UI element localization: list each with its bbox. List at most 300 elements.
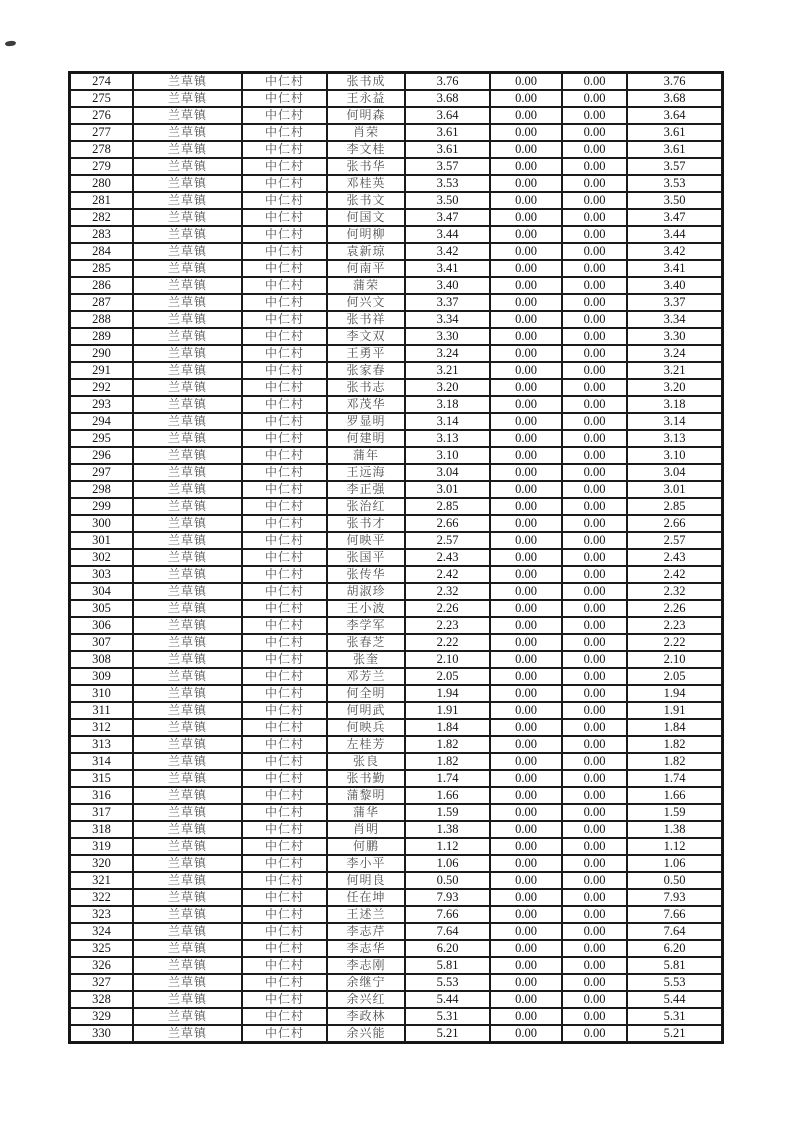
cell-amount-1: 3.21 bbox=[405, 362, 490, 379]
cell-amount-2: 0.00 bbox=[490, 889, 562, 906]
cell-person-name: 肖明 bbox=[327, 821, 405, 838]
cell-amount-3: 0.00 bbox=[562, 481, 627, 498]
table-row bbox=[70, 311, 722, 328]
cell-amount-1: 3.41 bbox=[405, 260, 490, 277]
cell-amount-2: 0.00 bbox=[490, 124, 562, 141]
cell-amount-3: 0.00 bbox=[562, 260, 627, 277]
cell-amount-2: 0.00 bbox=[490, 515, 562, 532]
cell-amount-3: 0.00 bbox=[562, 821, 627, 838]
cell-serial-no: 286 bbox=[70, 277, 133, 294]
cell-amount-total: 3.24 bbox=[627, 345, 722, 362]
cell-amount-3: 0.00 bbox=[562, 974, 627, 991]
cell-village: 中仁村 bbox=[242, 804, 327, 821]
cell-person-name: 李学军 bbox=[327, 617, 405, 634]
cell-serial-no: 276 bbox=[70, 107, 133, 124]
cell-serial-no: 301 bbox=[70, 532, 133, 549]
cell-village: 中仁村 bbox=[242, 872, 327, 889]
cell-amount-3: 0.00 bbox=[562, 872, 627, 889]
cell-amount-3: 0.00 bbox=[562, 685, 627, 702]
cell-amount-3: 0.00 bbox=[562, 634, 627, 651]
cell-village: 中仁村 bbox=[242, 753, 327, 770]
cell-amount-total: 0.50 bbox=[627, 872, 722, 889]
cell-amount-1: 2.66 bbox=[405, 515, 490, 532]
cell-person-name: 张书祥 bbox=[327, 311, 405, 328]
table-row bbox=[70, 379, 722, 396]
table-row bbox=[70, 226, 722, 243]
cell-serial-no: 303 bbox=[70, 566, 133, 583]
cell-amount-total: 3.18 bbox=[627, 396, 722, 413]
cell-person-name: 王勇平 bbox=[327, 345, 405, 362]
table-row bbox=[70, 583, 722, 600]
cell-amount-total: 2.43 bbox=[627, 549, 722, 566]
table-row bbox=[70, 294, 722, 311]
cell-amount-3: 0.00 bbox=[562, 770, 627, 787]
cell-amount-1: 1.38 bbox=[405, 821, 490, 838]
cell-village: 中仁村 bbox=[242, 328, 327, 345]
cell-village: 中仁村 bbox=[242, 1025, 327, 1042]
cell-amount-3: 0.00 bbox=[562, 1008, 627, 1025]
cell-serial-no: 329 bbox=[70, 1008, 133, 1025]
cell-amount-1: 1.74 bbox=[405, 770, 490, 787]
table-row bbox=[70, 685, 722, 702]
cell-person-name: 李政林 bbox=[327, 1008, 405, 1025]
cell-amount-total: 3.47 bbox=[627, 209, 722, 226]
cell-amount-1: 2.32 bbox=[405, 583, 490, 600]
cell-town: 兰草镇 bbox=[133, 277, 242, 294]
cell-village: 中仁村 bbox=[242, 73, 327, 90]
cell-amount-2: 0.00 bbox=[490, 1008, 562, 1025]
cell-amount-total: 2.32 bbox=[627, 583, 722, 600]
cell-person-name: 张春芝 bbox=[327, 634, 405, 651]
cell-amount-total: 3.10 bbox=[627, 447, 722, 464]
cell-amount-2: 0.00 bbox=[490, 481, 562, 498]
cell-village: 中仁村 bbox=[242, 141, 327, 158]
cell-person-name: 蒲年 bbox=[327, 447, 405, 464]
cell-village: 中仁村 bbox=[242, 379, 327, 396]
cell-amount-total: 3.61 bbox=[627, 124, 722, 141]
cell-town: 兰草镇 bbox=[133, 685, 242, 702]
cell-amount-2: 0.00 bbox=[490, 957, 562, 974]
cell-amount-2: 0.00 bbox=[490, 430, 562, 447]
cell-person-name: 袁新琼 bbox=[327, 243, 405, 260]
cell-village: 中仁村 bbox=[242, 175, 327, 192]
cell-amount-3: 0.00 bbox=[562, 158, 627, 175]
cell-amount-1: 3.10 bbox=[405, 447, 490, 464]
cell-village: 中仁村 bbox=[242, 923, 327, 940]
cell-amount-1: 2.26 bbox=[405, 600, 490, 617]
cell-person-name: 胡淑珍 bbox=[327, 583, 405, 600]
cell-town: 兰草镇 bbox=[133, 209, 242, 226]
cell-town: 兰草镇 bbox=[133, 328, 242, 345]
cell-person-name: 张书华 bbox=[327, 158, 405, 175]
table-row bbox=[70, 447, 722, 464]
cell-amount-1: 0.50 bbox=[405, 872, 490, 889]
cell-amount-1: 2.85 bbox=[405, 498, 490, 515]
cell-amount-2: 0.00 bbox=[490, 753, 562, 770]
cell-amount-1: 2.10 bbox=[405, 651, 490, 668]
cell-serial-no: 280 bbox=[70, 175, 133, 192]
cell-amount-3: 0.00 bbox=[562, 719, 627, 736]
cell-amount-3: 0.00 bbox=[562, 209, 627, 226]
cell-person-name: 张家春 bbox=[327, 362, 405, 379]
cell-amount-3: 0.00 bbox=[562, 464, 627, 481]
cell-amount-3: 0.00 bbox=[562, 124, 627, 141]
cell-town: 兰草镇 bbox=[133, 192, 242, 209]
table-row bbox=[70, 396, 722, 413]
cell-village: 中仁村 bbox=[242, 651, 327, 668]
cell-town: 兰草镇 bbox=[133, 243, 242, 260]
cell-amount-1: 2.42 bbox=[405, 566, 490, 583]
cell-town: 兰草镇 bbox=[133, 549, 242, 566]
cell-amount-1: 2.43 bbox=[405, 549, 490, 566]
cell-person-name: 左桂芳 bbox=[327, 736, 405, 753]
table-row bbox=[70, 787, 722, 804]
cell-amount-total: 2.10 bbox=[627, 651, 722, 668]
cell-village: 中仁村 bbox=[242, 821, 327, 838]
cell-amount-2: 0.00 bbox=[490, 787, 562, 804]
table-row bbox=[70, 770, 722, 787]
table-row bbox=[70, 362, 722, 379]
cell-town: 兰草镇 bbox=[133, 634, 242, 651]
cell-person-name: 李小平 bbox=[327, 855, 405, 872]
cell-serial-no: 278 bbox=[70, 141, 133, 158]
cell-serial-no: 302 bbox=[70, 549, 133, 566]
cell-person-name: 何明柳 bbox=[327, 226, 405, 243]
cell-amount-2: 0.00 bbox=[490, 923, 562, 940]
cell-amount-3: 0.00 bbox=[562, 940, 627, 957]
cell-amount-1: 3.14 bbox=[405, 413, 490, 430]
cell-amount-2: 0.00 bbox=[490, 158, 562, 175]
cell-amount-total: 1.59 bbox=[627, 804, 722, 821]
cell-amount-2: 0.00 bbox=[490, 583, 562, 600]
cell-serial-no: 316 bbox=[70, 787, 133, 804]
cell-amount-1: 3.64 bbox=[405, 107, 490, 124]
cell-town: 兰草镇 bbox=[133, 73, 242, 90]
cell-amount-2: 0.00 bbox=[490, 838, 562, 855]
cell-amount-3: 0.00 bbox=[562, 736, 627, 753]
cell-amount-1: 3.13 bbox=[405, 430, 490, 447]
cell-village: 中仁村 bbox=[242, 889, 327, 906]
cell-serial-no: 325 bbox=[70, 940, 133, 957]
cell-town: 兰草镇 bbox=[133, 974, 242, 991]
cell-amount-3: 0.00 bbox=[562, 328, 627, 345]
cell-amount-total: 3.41 bbox=[627, 260, 722, 277]
cell-amount-total: 1.12 bbox=[627, 838, 722, 855]
cell-amount-2: 0.00 bbox=[490, 566, 562, 583]
cell-person-name: 李志华 bbox=[327, 940, 405, 957]
cell-person-name: 王永益 bbox=[327, 90, 405, 107]
table-row bbox=[70, 974, 722, 991]
cell-amount-2: 0.00 bbox=[490, 719, 562, 736]
cell-person-name: 何南平 bbox=[327, 260, 405, 277]
cell-serial-no: 284 bbox=[70, 243, 133, 260]
cell-town: 兰草镇 bbox=[133, 379, 242, 396]
cell-amount-1: 3.30 bbox=[405, 328, 490, 345]
table-row bbox=[70, 855, 722, 872]
cell-serial-no: 279 bbox=[70, 158, 133, 175]
cell-person-name: 何映平 bbox=[327, 532, 405, 549]
cell-person-name: 王述兰 bbox=[327, 906, 405, 923]
cell-amount-2: 0.00 bbox=[490, 872, 562, 889]
cell-amount-1: 5.44 bbox=[405, 991, 490, 1008]
cell-serial-no: 281 bbox=[70, 192, 133, 209]
table-row bbox=[70, 481, 722, 498]
cell-amount-1: 1.84 bbox=[405, 719, 490, 736]
cell-amount-3: 0.00 bbox=[562, 175, 627, 192]
table-row bbox=[70, 498, 722, 515]
cell-town: 兰草镇 bbox=[133, 1008, 242, 1025]
cell-serial-no: 285 bbox=[70, 260, 133, 277]
cell-serial-no: 311 bbox=[70, 702, 133, 719]
table-row bbox=[70, 753, 722, 770]
cell-town: 兰草镇 bbox=[133, 787, 242, 804]
cell-person-name: 张奎 bbox=[327, 651, 405, 668]
cell-town: 兰草镇 bbox=[133, 430, 242, 447]
cell-village: 中仁村 bbox=[242, 498, 327, 515]
cell-person-name: 李志刚 bbox=[327, 957, 405, 974]
cell-village: 中仁村 bbox=[242, 532, 327, 549]
table-row bbox=[70, 872, 722, 889]
cell-amount-total: 6.20 bbox=[627, 940, 722, 957]
cell-amount-2: 0.00 bbox=[490, 328, 562, 345]
cell-town: 兰草镇 bbox=[133, 226, 242, 243]
cell-serial-no: 312 bbox=[70, 719, 133, 736]
cell-village: 中仁村 bbox=[242, 583, 327, 600]
cell-town: 兰草镇 bbox=[133, 736, 242, 753]
cell-serial-no: 299 bbox=[70, 498, 133, 515]
cell-serial-no: 291 bbox=[70, 362, 133, 379]
table-row bbox=[70, 736, 722, 753]
cell-serial-no: 324 bbox=[70, 923, 133, 940]
cell-amount-1: 3.44 bbox=[405, 226, 490, 243]
cell-amount-total: 3.04 bbox=[627, 464, 722, 481]
cell-person-name: 张治红 bbox=[327, 498, 405, 515]
table-row bbox=[70, 957, 722, 974]
cell-amount-1: 3.47 bbox=[405, 209, 490, 226]
table-row bbox=[70, 413, 722, 430]
cell-person-name: 蒲黎明 bbox=[327, 787, 405, 804]
cell-town: 兰草镇 bbox=[133, 855, 242, 872]
cell-village: 中仁村 bbox=[242, 719, 327, 736]
cell-amount-total: 2.05 bbox=[627, 668, 722, 685]
cell-amount-total: 2.26 bbox=[627, 600, 722, 617]
cell-amount-3: 0.00 bbox=[562, 651, 627, 668]
cell-amount-1: 3.18 bbox=[405, 396, 490, 413]
cell-town: 兰草镇 bbox=[133, 872, 242, 889]
cell-amount-total: 3.44 bbox=[627, 226, 722, 243]
table-row bbox=[70, 940, 722, 957]
cell-amount-3: 0.00 bbox=[562, 430, 627, 447]
cell-village: 中仁村 bbox=[242, 736, 327, 753]
cell-amount-2: 0.00 bbox=[490, 243, 562, 260]
cell-amount-2: 0.00 bbox=[490, 464, 562, 481]
table-row bbox=[70, 923, 722, 940]
cell-village: 中仁村 bbox=[242, 107, 327, 124]
cell-amount-1: 5.53 bbox=[405, 974, 490, 991]
cell-serial-no: 288 bbox=[70, 311, 133, 328]
cell-serial-no: 314 bbox=[70, 753, 133, 770]
cell-amount-2: 0.00 bbox=[490, 209, 562, 226]
cell-amount-1: 5.81 bbox=[405, 957, 490, 974]
cell-amount-1: 7.93 bbox=[405, 889, 490, 906]
cell-amount-total: 3.61 bbox=[627, 141, 722, 158]
cell-person-name: 李正强 bbox=[327, 481, 405, 498]
cell-town: 兰草镇 bbox=[133, 719, 242, 736]
cell-amount-1: 3.42 bbox=[405, 243, 490, 260]
cell-amount-total: 5.44 bbox=[627, 991, 722, 1008]
cell-amount-2: 0.00 bbox=[490, 90, 562, 107]
cell-village: 中仁村 bbox=[242, 124, 327, 141]
cell-amount-2: 0.00 bbox=[490, 447, 562, 464]
cell-village: 中仁村 bbox=[242, 974, 327, 991]
cell-person-name: 张传华 bbox=[327, 566, 405, 583]
cell-village: 中仁村 bbox=[242, 770, 327, 787]
cell-amount-2: 0.00 bbox=[490, 532, 562, 549]
cell-amount-3: 0.00 bbox=[562, 957, 627, 974]
cell-amount-total: 3.40 bbox=[627, 277, 722, 294]
cell-town: 兰草镇 bbox=[133, 668, 242, 685]
cell-amount-3: 0.00 bbox=[562, 226, 627, 243]
cell-village: 中仁村 bbox=[242, 243, 327, 260]
table-row bbox=[70, 277, 722, 294]
cell-amount-1: 2.05 bbox=[405, 668, 490, 685]
cell-village: 中仁村 bbox=[242, 838, 327, 855]
cell-amount-3: 0.00 bbox=[562, 549, 627, 566]
cell-town: 兰草镇 bbox=[133, 753, 242, 770]
cell-village: 中仁村 bbox=[242, 940, 327, 957]
roster-table bbox=[68, 71, 724, 1044]
cell-serial-no: 304 bbox=[70, 583, 133, 600]
cell-amount-total: 5.53 bbox=[627, 974, 722, 991]
cell-town: 兰草镇 bbox=[133, 821, 242, 838]
table-row bbox=[70, 838, 722, 855]
cell-village: 中仁村 bbox=[242, 192, 327, 209]
cell-amount-1: 3.04 bbox=[405, 464, 490, 481]
cell-amount-total: 3.37 bbox=[627, 294, 722, 311]
cell-amount-total: 1.94 bbox=[627, 685, 722, 702]
cell-person-name: 何明良 bbox=[327, 872, 405, 889]
cell-serial-no: 292 bbox=[70, 379, 133, 396]
cell-person-name: 张书志 bbox=[327, 379, 405, 396]
cell-serial-no: 300 bbox=[70, 515, 133, 532]
cell-amount-1: 1.82 bbox=[405, 736, 490, 753]
cell-amount-total: 3.50 bbox=[627, 192, 722, 209]
cell-serial-no: 283 bbox=[70, 226, 133, 243]
cell-amount-3: 0.00 bbox=[562, 294, 627, 311]
table-row bbox=[70, 1025, 722, 1042]
cell-amount-total: 1.91 bbox=[627, 702, 722, 719]
cell-village: 中仁村 bbox=[242, 413, 327, 430]
cell-town: 兰草镇 bbox=[133, 770, 242, 787]
cell-amount-total: 3.20 bbox=[627, 379, 722, 396]
table-row bbox=[70, 991, 722, 1008]
cell-amount-2: 0.00 bbox=[490, 804, 562, 821]
cell-person-name: 何映兵 bbox=[327, 719, 405, 736]
cell-person-name: 李志芹 bbox=[327, 923, 405, 940]
cell-amount-1: 5.31 bbox=[405, 1008, 490, 1025]
cell-serial-no: 295 bbox=[70, 430, 133, 447]
cell-amount-3: 0.00 bbox=[562, 141, 627, 158]
cell-village: 中仁村 bbox=[242, 481, 327, 498]
cell-amount-2: 0.00 bbox=[490, 974, 562, 991]
cell-amount-total: 1.74 bbox=[627, 770, 722, 787]
cell-amount-1: 3.53 bbox=[405, 175, 490, 192]
cell-amount-total: 1.84 bbox=[627, 719, 722, 736]
cell-person-name: 蒲华 bbox=[327, 804, 405, 821]
table-row bbox=[70, 600, 722, 617]
cell-serial-no: 328 bbox=[70, 991, 133, 1008]
cell-serial-no: 327 bbox=[70, 974, 133, 991]
cell-amount-3: 0.00 bbox=[562, 617, 627, 634]
cell-amount-2: 0.00 bbox=[490, 651, 562, 668]
cell-town: 兰草镇 bbox=[133, 260, 242, 277]
cell-amount-3: 0.00 bbox=[562, 73, 627, 90]
cell-amount-1: 7.66 bbox=[405, 906, 490, 923]
cell-town: 兰草镇 bbox=[133, 141, 242, 158]
cell-amount-total: 7.93 bbox=[627, 889, 722, 906]
cell-amount-2: 0.00 bbox=[490, 362, 562, 379]
cell-village: 中仁村 bbox=[242, 396, 327, 413]
cell-amount-1: 7.64 bbox=[405, 923, 490, 940]
cell-amount-3: 0.00 bbox=[562, 90, 627, 107]
cell-amount-1: 3.50 bbox=[405, 192, 490, 209]
cell-serial-no: 289 bbox=[70, 328, 133, 345]
cell-amount-1: 3.01 bbox=[405, 481, 490, 498]
cell-person-name: 余兴能 bbox=[327, 1025, 405, 1042]
cell-amount-3: 0.00 bbox=[562, 787, 627, 804]
cell-amount-total: 3.13 bbox=[627, 430, 722, 447]
cell-amount-3: 0.00 bbox=[562, 804, 627, 821]
cell-person-name: 何建明 bbox=[327, 430, 405, 447]
cell-amount-1: 1.94 bbox=[405, 685, 490, 702]
cell-amount-1: 1.06 bbox=[405, 855, 490, 872]
cell-amount-total: 2.23 bbox=[627, 617, 722, 634]
table-row bbox=[70, 906, 722, 923]
cell-amount-3: 0.00 bbox=[562, 566, 627, 583]
cell-amount-1: 1.91 bbox=[405, 702, 490, 719]
cell-amount-3: 0.00 bbox=[562, 515, 627, 532]
table-row bbox=[70, 532, 722, 549]
cell-town: 兰草镇 bbox=[133, 651, 242, 668]
cell-serial-no: 305 bbox=[70, 600, 133, 617]
cell-amount-1: 3.61 bbox=[405, 141, 490, 158]
cell-amount-1: 1.82 bbox=[405, 753, 490, 770]
cell-serial-no: 321 bbox=[70, 872, 133, 889]
cell-town: 兰草镇 bbox=[133, 957, 242, 974]
table-row bbox=[70, 175, 722, 192]
cell-amount-2: 0.00 bbox=[490, 668, 562, 685]
cell-amount-3: 0.00 bbox=[562, 277, 627, 294]
cell-amount-2: 0.00 bbox=[490, 702, 562, 719]
cell-serial-no: 310 bbox=[70, 685, 133, 702]
cell-amount-2: 0.00 bbox=[490, 277, 562, 294]
cell-amount-total: 3.68 bbox=[627, 90, 722, 107]
cell-amount-total: 2.42 bbox=[627, 566, 722, 583]
cell-serial-no: 326 bbox=[70, 957, 133, 974]
cell-amount-1: 3.76 bbox=[405, 73, 490, 90]
cell-amount-3: 0.00 bbox=[562, 413, 627, 430]
cell-amount-total: 2.66 bbox=[627, 515, 722, 532]
cell-amount-total: 3.57 bbox=[627, 158, 722, 175]
table-row bbox=[70, 1008, 722, 1025]
table-row bbox=[70, 260, 722, 277]
table-row bbox=[70, 345, 722, 362]
cell-amount-total: 7.64 bbox=[627, 923, 722, 940]
cell-amount-3: 0.00 bbox=[562, 991, 627, 1008]
cell-serial-no: 298 bbox=[70, 481, 133, 498]
cell-town: 兰草镇 bbox=[133, 617, 242, 634]
cell-amount-2: 0.00 bbox=[490, 345, 562, 362]
